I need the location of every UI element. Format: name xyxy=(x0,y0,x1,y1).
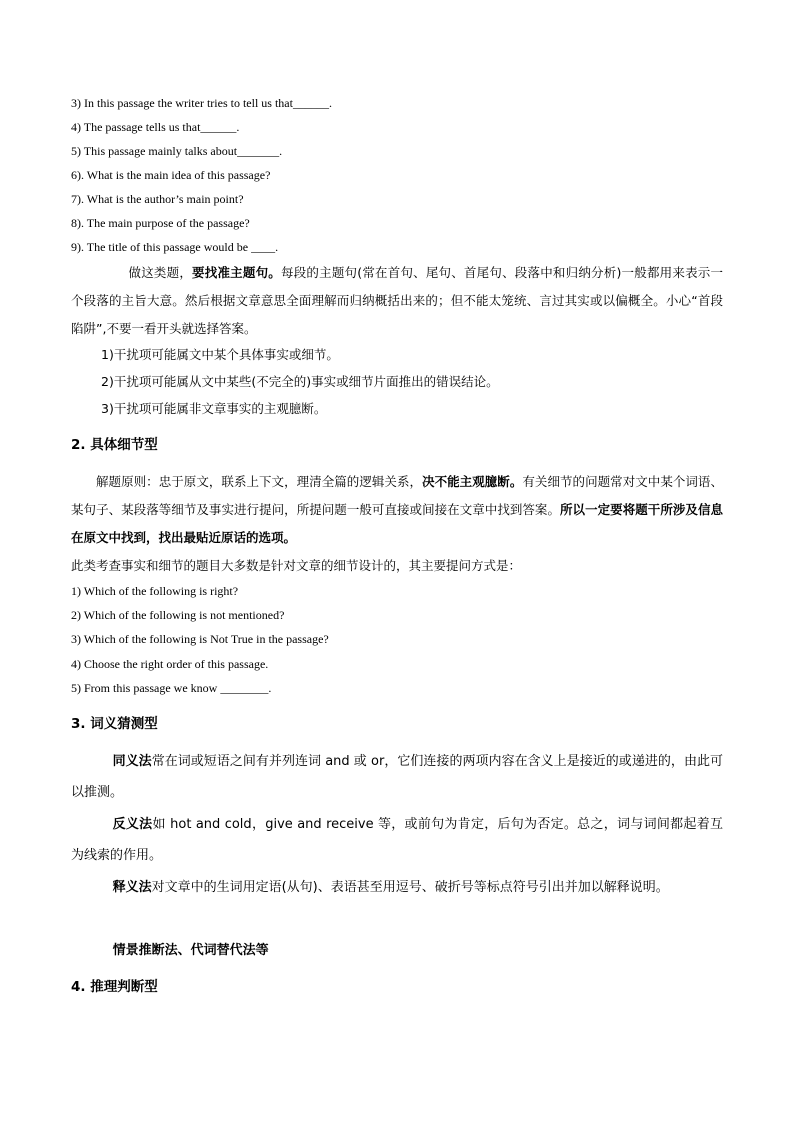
method-name: 反义法 xyxy=(112,817,153,832)
question-line: 3) In this passage the writer tries to tell us that______. xyxy=(71,96,332,110)
paragraph-text: 每段的主题句(常在首句、尾句、首尾句、段落中和归纳分析)一般都用来表示一个段落的主旨大意。然后根据文章意思全面理解而归纳概括出来的；但不能太笼统、言过其实或以偏概全。小心“首段陷阱”,不要一看开头就选择答案。 xyxy=(71,265,723,336)
question-line: 8). The main purpose of the passage? xyxy=(71,216,250,230)
antonym-paragraph xyxy=(71,809,723,871)
question-line: 3) Which of the following is Not True in the passage? xyxy=(71,632,329,646)
paragraph-bold-text: 所以一定要将题干所涉及信息在原文中找到，找出最贴近原话的选项。 xyxy=(71,502,723,545)
question-line: 5) From this passage we know ________. xyxy=(71,681,272,695)
paragraph-text: 如 hot and cold，give and receive 等，或前句为肯定，后句为否定。总之，词与词间都起着互为线索的作用。 xyxy=(71,817,723,863)
section-heading: 3. 词义猜测型 xyxy=(71,716,158,732)
context-paragraph xyxy=(71,935,723,966)
method-name: 情景推断法、代词替代法等 xyxy=(112,943,269,958)
paragraph-text: 对文章中的生词用定语(从句)、表语甚至用逗号、破折号等标点符号引出并加以解释说明。 xyxy=(151,880,669,895)
paragraph-text: 常在词或短语之间有并列连词 and 或 or，它们连接的两项内容在含义上是接近的或递进的，由此可以推测。 xyxy=(71,754,723,800)
method-name: 同义法 xyxy=(112,754,152,769)
main-idea-paragraph xyxy=(71,259,723,343)
question-line: 6). What is the main idea of this passage? xyxy=(71,168,271,182)
distractor-line: 1)干扰项可能属文中某个具体事实或细节。 xyxy=(101,347,339,362)
paragraph-bold-text: 决不能主观臆断。 xyxy=(422,474,523,489)
question-line: 4) Choose the right order of this passage. xyxy=(71,657,269,671)
question-line: 1) Which of the following is right? xyxy=(71,584,239,598)
intro-line: 此类考查事实和细节的题目大多数是针对文章的细节设计的，其主要提问方式是： xyxy=(71,558,522,573)
distractor-line: 2)干扰项可能属从文中某些(不完全的)事实或细节片面推出的错误结论。 xyxy=(101,374,499,389)
distractor-line: 3)干扰项可能属非文章事实的主观臆断。 xyxy=(101,401,327,416)
paragraph-text: 做这类题， xyxy=(128,265,193,280)
method-name: 释义法 xyxy=(112,880,152,895)
question-line: 9). The title of this passage would be ____. xyxy=(71,240,279,254)
paragraph-text: 有关细节的问题常对文中某个词语、某句子、某段落等细节及事实进行提问，所提问题一般可直接或间接在文章中找到答案。 xyxy=(71,474,723,517)
synonym-paragraph xyxy=(71,746,723,808)
section-heading: 4. 推理判断型 xyxy=(71,979,158,995)
section-heading: 2. 具体细节型 xyxy=(71,437,158,453)
definition-paragraph xyxy=(71,872,723,903)
question-line: 5) This passage mainly talks about_______. xyxy=(71,144,283,158)
paragraph-text: 解题原则：忠于原文，联系上下文，理清全篇的逻辑关系， xyxy=(96,474,423,489)
question-line: 7). What is the author’s main point? xyxy=(71,192,244,206)
question-line: 2) Which of the following is not mentioned? xyxy=(71,608,285,622)
question-line: 4) The passage tells us that______. xyxy=(71,120,240,134)
detail-paragraph xyxy=(71,468,723,552)
paragraph-bold-text: 要找准主题句。 xyxy=(192,265,281,280)
